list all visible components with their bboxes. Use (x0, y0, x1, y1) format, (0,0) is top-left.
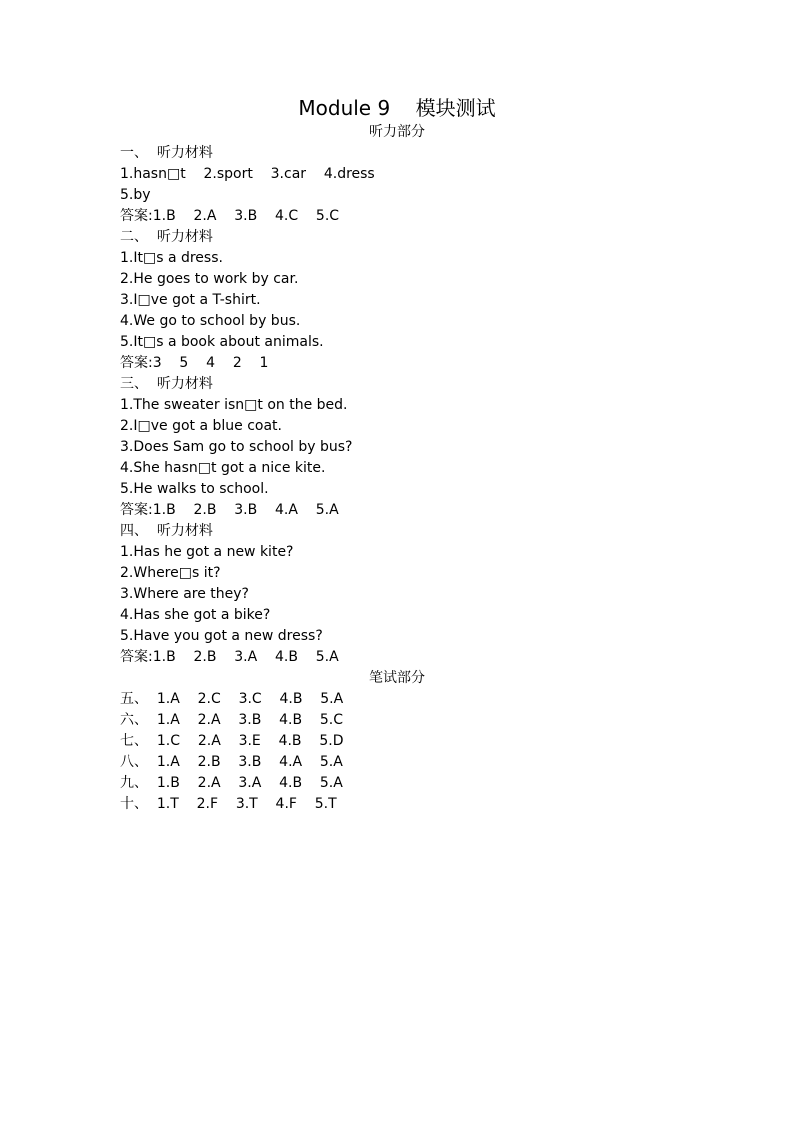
section-2-sentence: 2.He goes to work by car. (120, 271, 299, 287)
section-1-item-line: 5.by (120, 187, 151, 203)
answer-content (120, 143, 680, 815)
section-4-question: 3.Where are they? (120, 586, 249, 602)
section-7-answer: 七、 1.C 2.A 3.E 4.B 5.D (120, 733, 344, 749)
section-2-sentence: 5.It□s a book about animals. (120, 334, 324, 350)
section-4-question: 2.Where□s it? (120, 565, 221, 581)
listening-section-heading: 听力部分 (369, 124, 425, 140)
section-3-sentence: 2.I□ve got a blue coat. (120, 418, 282, 434)
section-4-question: 1.Has he got a new kite? (120, 544, 294, 560)
page-title: Module 9 模块测试 (298, 96, 496, 120)
section-3-sentence: 4.She hasn□t got a nice kite. (120, 460, 326, 476)
section-4-question: 4.Has she got a bike? (120, 607, 271, 623)
section-2-sentence: 4.We go to school by bus. (120, 313, 301, 329)
section-4-question: 5.Have you got a new dress? (120, 628, 323, 644)
section-3-sentence: 1.The sweater isn□t on the bed. (120, 397, 348, 413)
section-10-answer: 十、 1.T 2.F 3.T 4.F 5.T (120, 796, 337, 812)
section-9-answer: 九、 1.B 2.A 3.A 4.B 5.A (120, 775, 343, 791)
section-2-answer: 答案:3 5 4 2 1 (120, 355, 269, 371)
section-3-sentence: 3.Does Sam go to school by bus? (120, 439, 353, 455)
section-6-answer: 六、 1.A 2.A 3.B 4.B 5.C (120, 712, 344, 728)
section-2-sentence: 1.It□s a dress. (120, 250, 223, 266)
section-3-sentence: 5.He walks to school. (120, 481, 269, 497)
section-5-answer: 五、 1.A 2.C 3.C 4.B 5.A (120, 691, 344, 707)
section-3-heading: 三、 听力材料 (120, 376, 213, 392)
section-8-answer: 八、 1.A 2.B 3.B 4.A 5.A (120, 754, 343, 770)
written-section-heading: 笔试部分 (369, 670, 425, 686)
section-1-answer: 答案:1.B 2.A 3.B 4.C 5.C (120, 208, 340, 224)
section-3-answer: 答案:1.B 2.B 3.B 4.A 5.A (120, 502, 339, 518)
section-2-sentence: 3.I□ve got a T-shirt. (120, 292, 261, 308)
section-4-answer: 答案:1.B 2.B 3.A 4.B 5.A (120, 649, 339, 665)
section-1-heading: 一、 听力材料 (120, 145, 213, 161)
section-4-heading: 四、 听力材料 (120, 523, 213, 539)
section-2-heading: 二、 听力材料 (120, 229, 213, 245)
section-1-item-line: 1.hasn□t 2.sport 3.car 4.dress (120, 166, 375, 182)
